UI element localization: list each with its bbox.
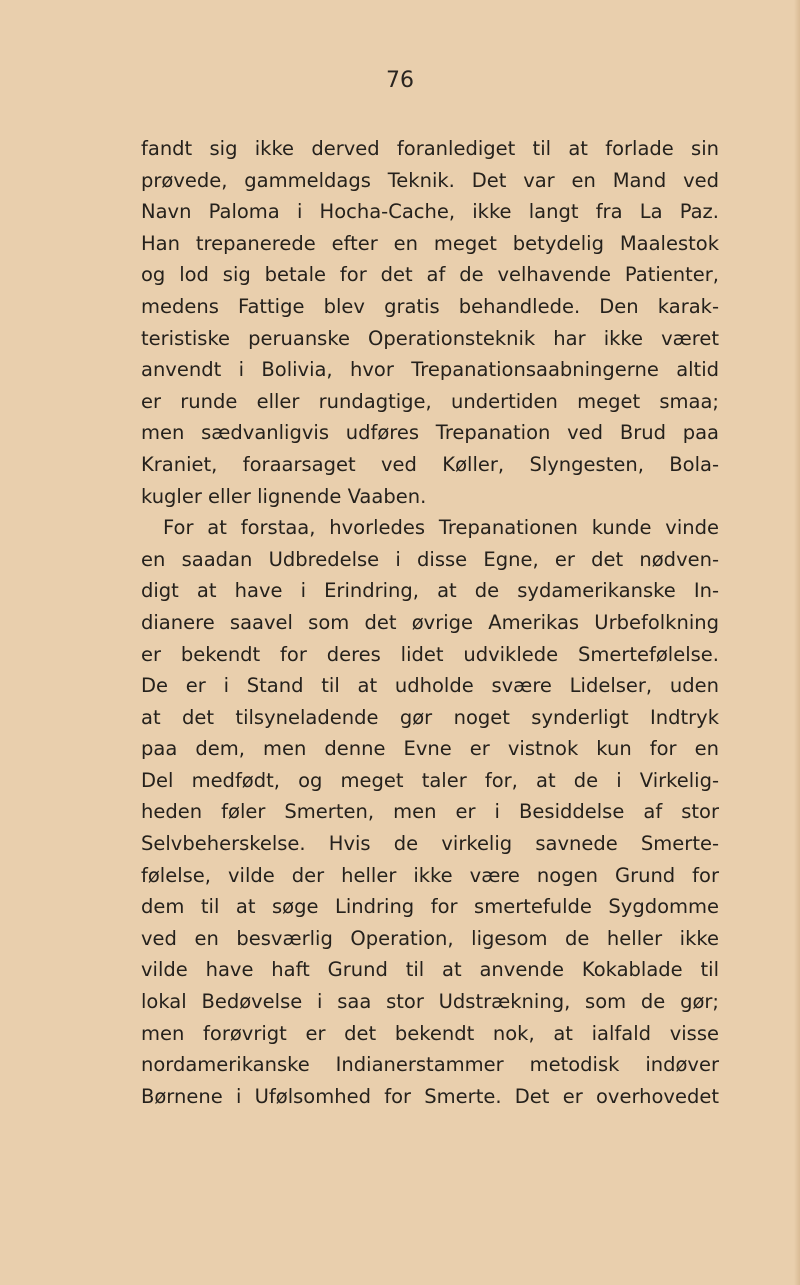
- text-line: Børnene i Ufølsomhed for Smerte. Det er overhovedet: [141, 1084, 719, 1108]
- text-line: For at forstaa, hvorledes Trepanationen kunde vinde: [163, 516, 719, 540]
- text-line: Selvbeherskelse. Hvis de virkelig savnede Smerte-: [141, 832, 719, 856]
- text-line: digt at have i Erindring, at de sydamerikanske In-: [141, 579, 719, 603]
- text-line: men forøvrigt er det bekendt nok, at ialfald visse: [141, 1021, 719, 1045]
- text-line: teristiske peruanske Operationsteknik har ikke været: [141, 326, 719, 350]
- text-line: nordamerikanske Indianerstammer metodisk indøver: [141, 1053, 719, 1077]
- text-line: heden føler Smerten, men er i Besiddelse af stor: [141, 800, 719, 824]
- text-line: Han trepanerede efter en meget betydelig Maalestok: [141, 231, 719, 255]
- page-number: 76: [386, 68, 414, 93]
- text-line: er runde eller rundagtige, undertiden meget smaa;: [141, 389, 719, 413]
- text-line: fandt sig ikke derved foranlediget til at forlade sin: [141, 137, 719, 160]
- text-line: Kraniet, foraarsaget ved Køller, Slyngesten, Bola-: [141, 452, 719, 476]
- text-line: og lod sig betale for det af de velhavende Patienter,: [141, 263, 719, 287]
- text-line: prøvede, gammeldags Teknik. Det var en Mand ved: [141, 168, 719, 192]
- text-line: paa dem, men denne Evne er vistnok kun for en: [141, 737, 719, 761]
- text-line: dem til at søge Lindring for smertefulde Sygdomme: [141, 895, 719, 919]
- body-text: [141, 133, 719, 1112]
- text-line: kugler eller lignende Vaaben.: [141, 484, 427, 508]
- text-line: ved en besværlig Operation, ligesom de heller ikke: [141, 926, 719, 950]
- text-line: De er i Stand til at udholde svære Lidelser, uden: [141, 674, 719, 698]
- text-line: lokal Bedøvelse i saa stor Udstrækning, som de gør;: [141, 990, 719, 1014]
- text-line: en saadan Udbredelse i disse Egne, er det nødven-: [141, 547, 719, 571]
- text-line: følelse, vilde der heller ikke være nogen Grund for: [141, 863, 719, 887]
- text-line: medens Fattige blev gratis behandlede. Den karak-: [141, 294, 719, 318]
- text-line: dianere saavel som det øvrige Amerikas Urbefolkning: [141, 610, 719, 634]
- text-line: anvendt i Bolivia, hvor Trepanationsaabningerne altid: [141, 358, 719, 382]
- text-line: vilde have haft Grund til at anvende Kokablade til: [141, 958, 719, 982]
- text-line: Del medfødt, og meget taler for, at de i Virkelig-: [141, 768, 719, 792]
- text-line: Navn Paloma i Hocha-Cache, ikke langt fra La Paz.: [141, 200, 719, 224]
- page-edge-shadow: [794, 0, 800, 1285]
- text-line: men sædvanligvis udføres Trepanation ved Brud paa: [141, 421, 719, 445]
- text-line: at det tilsyneladende gør noget synderligt Indtryk: [141, 705, 719, 729]
- text-line: er bekendt for deres lidet udviklede Smertefølelse.: [141, 642, 719, 666]
